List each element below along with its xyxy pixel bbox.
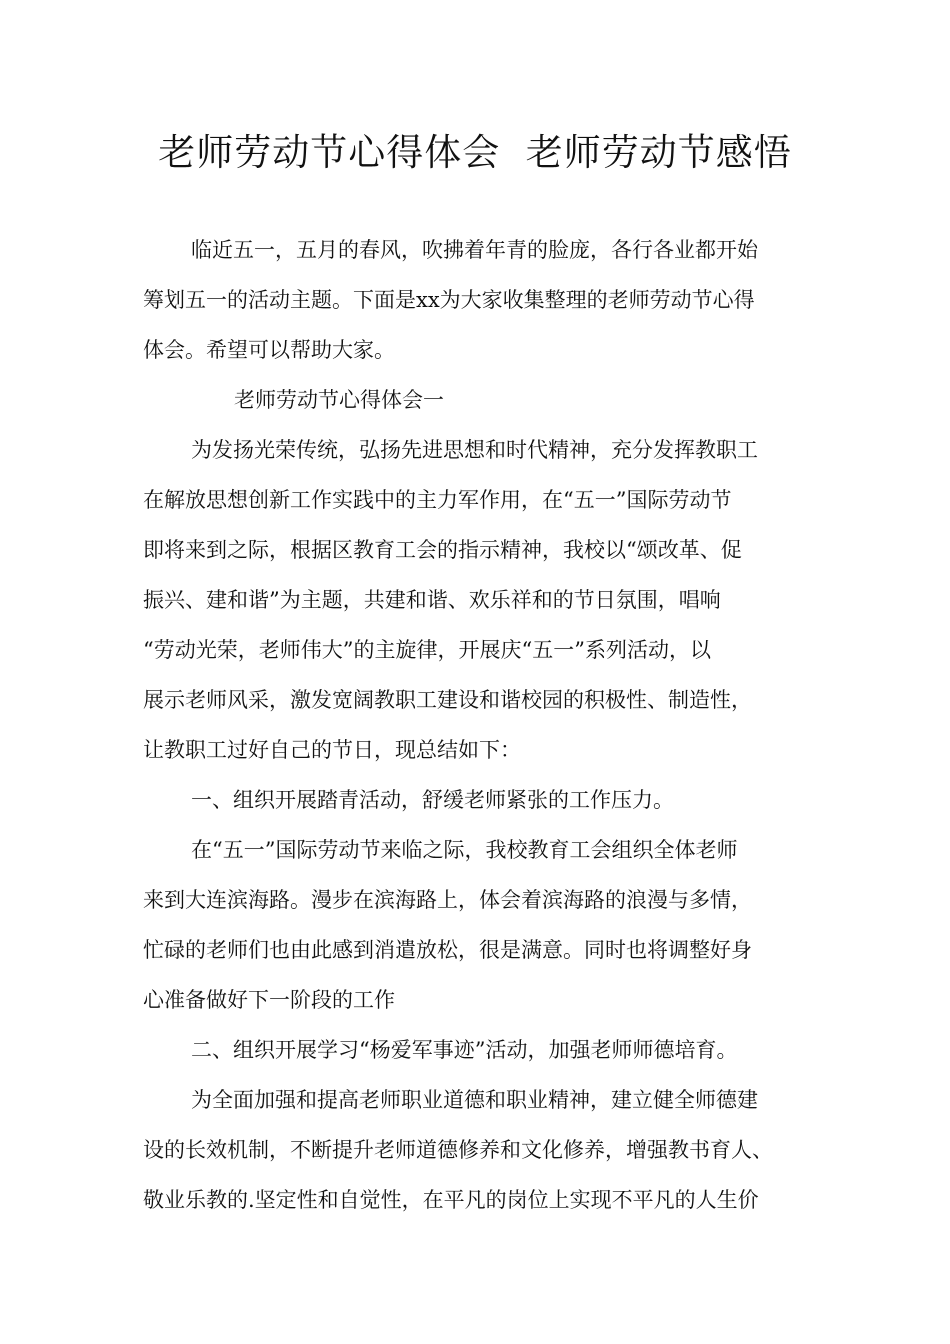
paragraph-line: 为全面加强和提高老师职业道德和职业精神，建立健全师德建 xyxy=(191,1088,758,1112)
paragraph-line: 来到大连滨海路。漫步在滨海路上，体会着滨海路的浪漫与多情， xyxy=(143,888,752,912)
paragraph-line: “劳动光荣，老师伟大”的主旋律，开展庆“五一”系列活动，以 xyxy=(143,638,711,662)
section-subheading: 老师劳动节心得体会一 xyxy=(234,388,444,412)
document-title: 老师劳动节心得体会 老师劳动节感悟 xyxy=(158,131,792,174)
section-heading: 二、组织开展学习“杨爱军事迹”活动，加强老师师德培育。 xyxy=(191,1038,738,1062)
paragraph-line: 展示老师风采，激发宽阔教职工建设和谐校园的积极性、制造性， xyxy=(143,688,752,712)
paragraph-line: 为发扬光荣传统，弘扬先进思想和时代精神，充分发挥教职工 xyxy=(191,438,758,462)
section-heading: 一、组织开展踏青活动，舒缓老师紧张的工作压力。 xyxy=(191,788,674,812)
paragraph-line: 敬业乐教的.坚定性和自觉性，在平凡的岗位上实现不平凡的人生价 xyxy=(143,1188,759,1212)
paragraph-line: 临近五一，五月的春风，吹拂着年青的脸庞，各行各业都开始 xyxy=(191,238,758,262)
paragraph-line: 忙碌的老师们也由此感到消遣放松，很是满意。同时也将调整好身 xyxy=(143,938,752,962)
paragraph-line: 筹划五一的活动主题。下面是xx为大家收集整理的老师劳动节心得 xyxy=(143,288,755,312)
paragraph-line: 设的长效机制，不断提升老师道德修养和文化修养，增强教书育人、 xyxy=(143,1138,773,1162)
paragraph-line: 体会。希望可以帮助大家。 xyxy=(143,338,395,362)
paragraph-line: 振兴、建和谐”为主题，共建和谐、欢乐祥和的节日氛围，唱响 xyxy=(143,588,721,612)
paragraph-line: 让教职工过好自己的节日，现总结如下： xyxy=(143,738,521,762)
paragraph-line: 心准备做好下一阶段的工作 xyxy=(143,988,395,1012)
paragraph-line: 在解放思想创新工作实践中的主力军作用，在“五一”国际劳动节 xyxy=(143,488,732,512)
paragraph-line: 在“五一”国际劳动节来临之际，我校教育工会组织全体老师 xyxy=(191,838,738,862)
paragraph-line: 即将来到之际，根据区教育工会的指示精神，我校以“颂改革、促 xyxy=(143,538,742,562)
